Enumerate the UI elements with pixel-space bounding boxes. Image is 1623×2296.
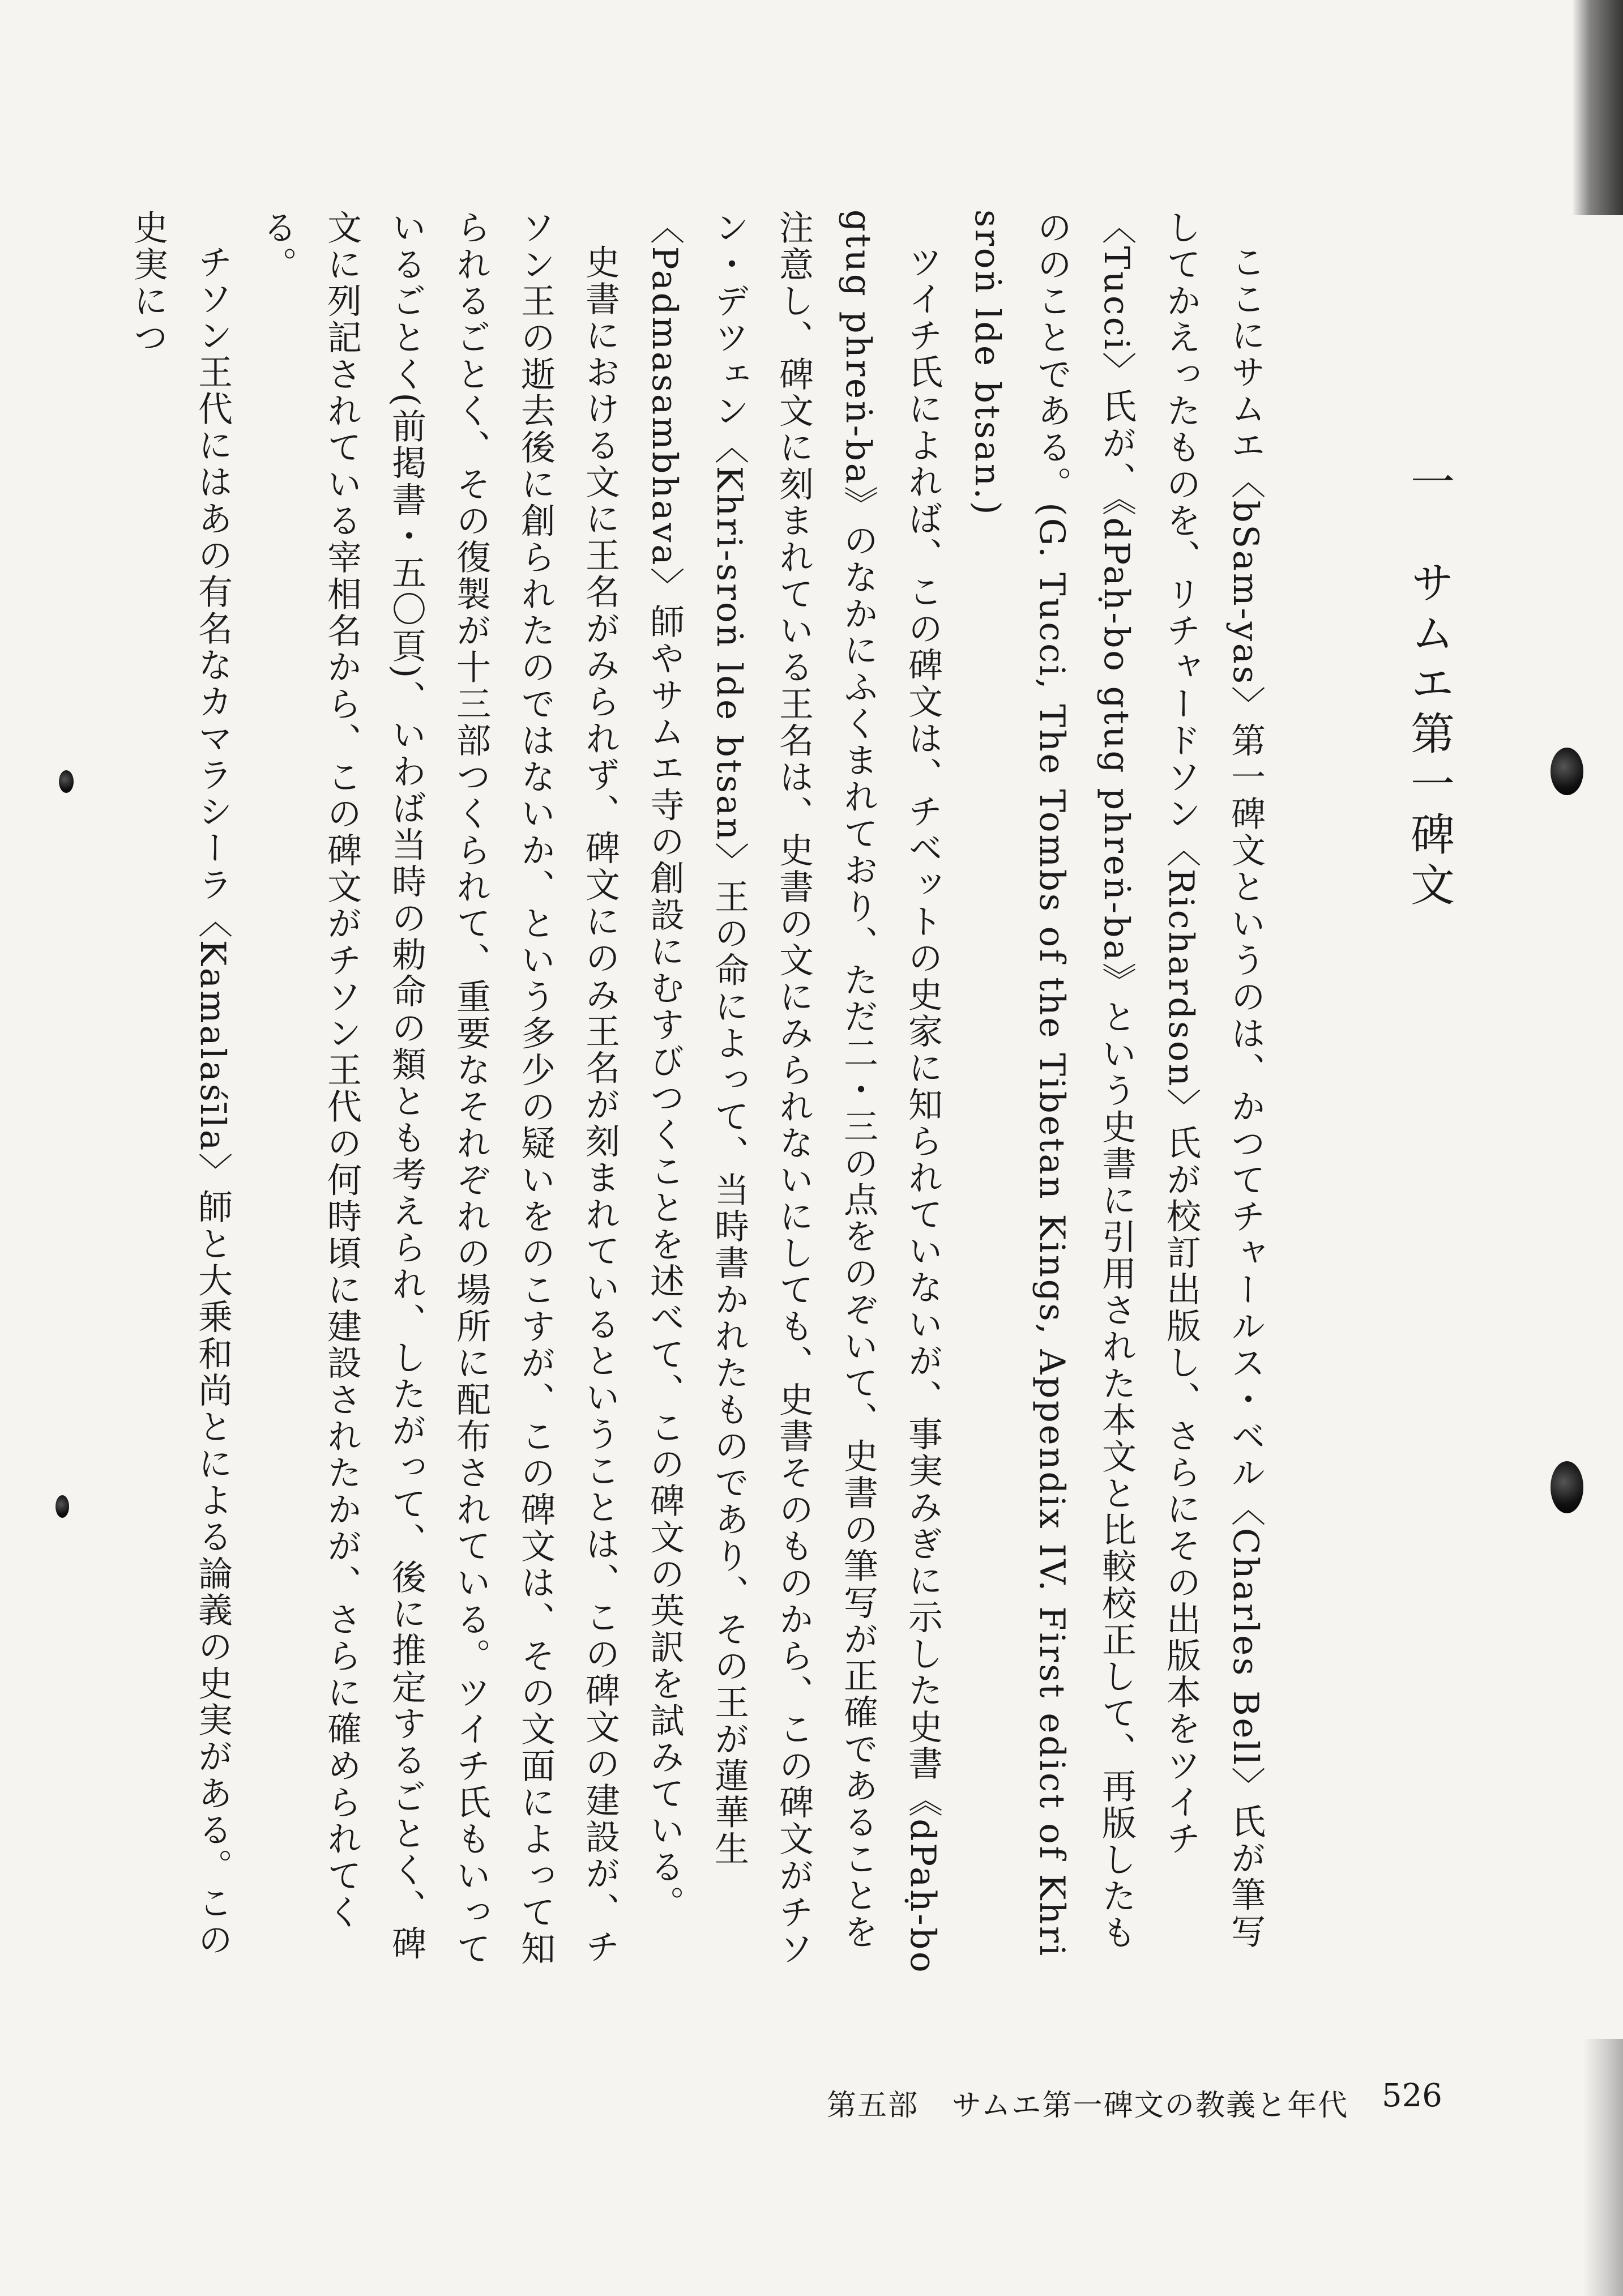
binding-hole-mark bbox=[1551, 748, 1583, 795]
footer-part: 第五部 bbox=[827, 2089, 919, 2123]
paragraph: ツイチ氏によれば、この碑文は、チベットの史家に知られていないが、事実みぎに示した史書《dPaḥ-bo gtug phreṅ-ba》のなかにふくまれており、ただ二・三の点をのぞいて、史書の筆写が正確であることを注意し、碑文に刻まれている王名は、史書の文にみられないにしても、史書そのものから、この碑文がチソン・デツェン〈Khri-sroṅ lde btsan〉王の命によって、当時書かれたものであり、その王が蓮華生〈Padmasambhava〉師やサムエ寺の創設にむすびつくことを述べて、この碑文の英訳を試みている。 bbox=[644, 210, 943, 1975]
binding-hole-mark bbox=[59, 770, 74, 793]
footer-title: サムエ第一碑文の教義と年代 bbox=[951, 2089, 1349, 2123]
scan-edge-artifact bbox=[1572, 0, 1623, 215]
vertical-text-body bbox=[128, 210, 1461, 1982]
running-footer bbox=[827, 2081, 1348, 2124]
binding-hole-mark bbox=[1551, 1461, 1583, 1513]
scan-edge-shadow bbox=[1583, 2039, 1623, 2296]
page-number: 526 bbox=[1382, 2077, 1442, 2114]
section-heading: 一 サムエ第一碑文 bbox=[1403, 459, 1454, 912]
binding-hole-mark bbox=[55, 1495, 69, 1518]
paragraph: 史書における文に王名がみられず、碑文にのみ王名が刻まれているということは、この碑文の建設が、チソン王の逝去後に創られたのではないか、という多少の疑いをのこすが、この碑文は、その文面によって知られるごとく、その復製が十三部つくられて、重要なそれぞれの場所に配布されている。ツイチ氏もいっているごとく(前掲書・五〇頁)、いわば当時の勅命の類とも考えられ、したがって、後に推定するごとく、碑文に列記されている宰相名から、この碑文がチソン王代の何時頃に建設されたかが、さらに確められてくる。 bbox=[257, 210, 620, 1968]
paragraph: ここにサムエ〈bSam-yas〉第一碑文というのは、かつてチャールス・ベル〈Charles Bell〉氏が筆写してかえったものを、リチャードソン〈Richardson〉氏が校訂出版し、さらにその出版本をツイチ〈Tucci〉氏が、《dPaḥ-bo gtug phreṅ-ba》という史書に引用された本文と比較校正して、再版したもののことである。(G. Tucci, The Tombs of the Tibetan Kings, Appendix IV. First edict of Khri sroṅ lde btsan.) bbox=[967, 210, 1266, 1958]
paragraph: チソン王代にはあの有名なカマラシーラ〈Kamalaśīla〉師と大乗和尚とによる論義の史実がある。この史実につ bbox=[128, 210, 233, 1958]
